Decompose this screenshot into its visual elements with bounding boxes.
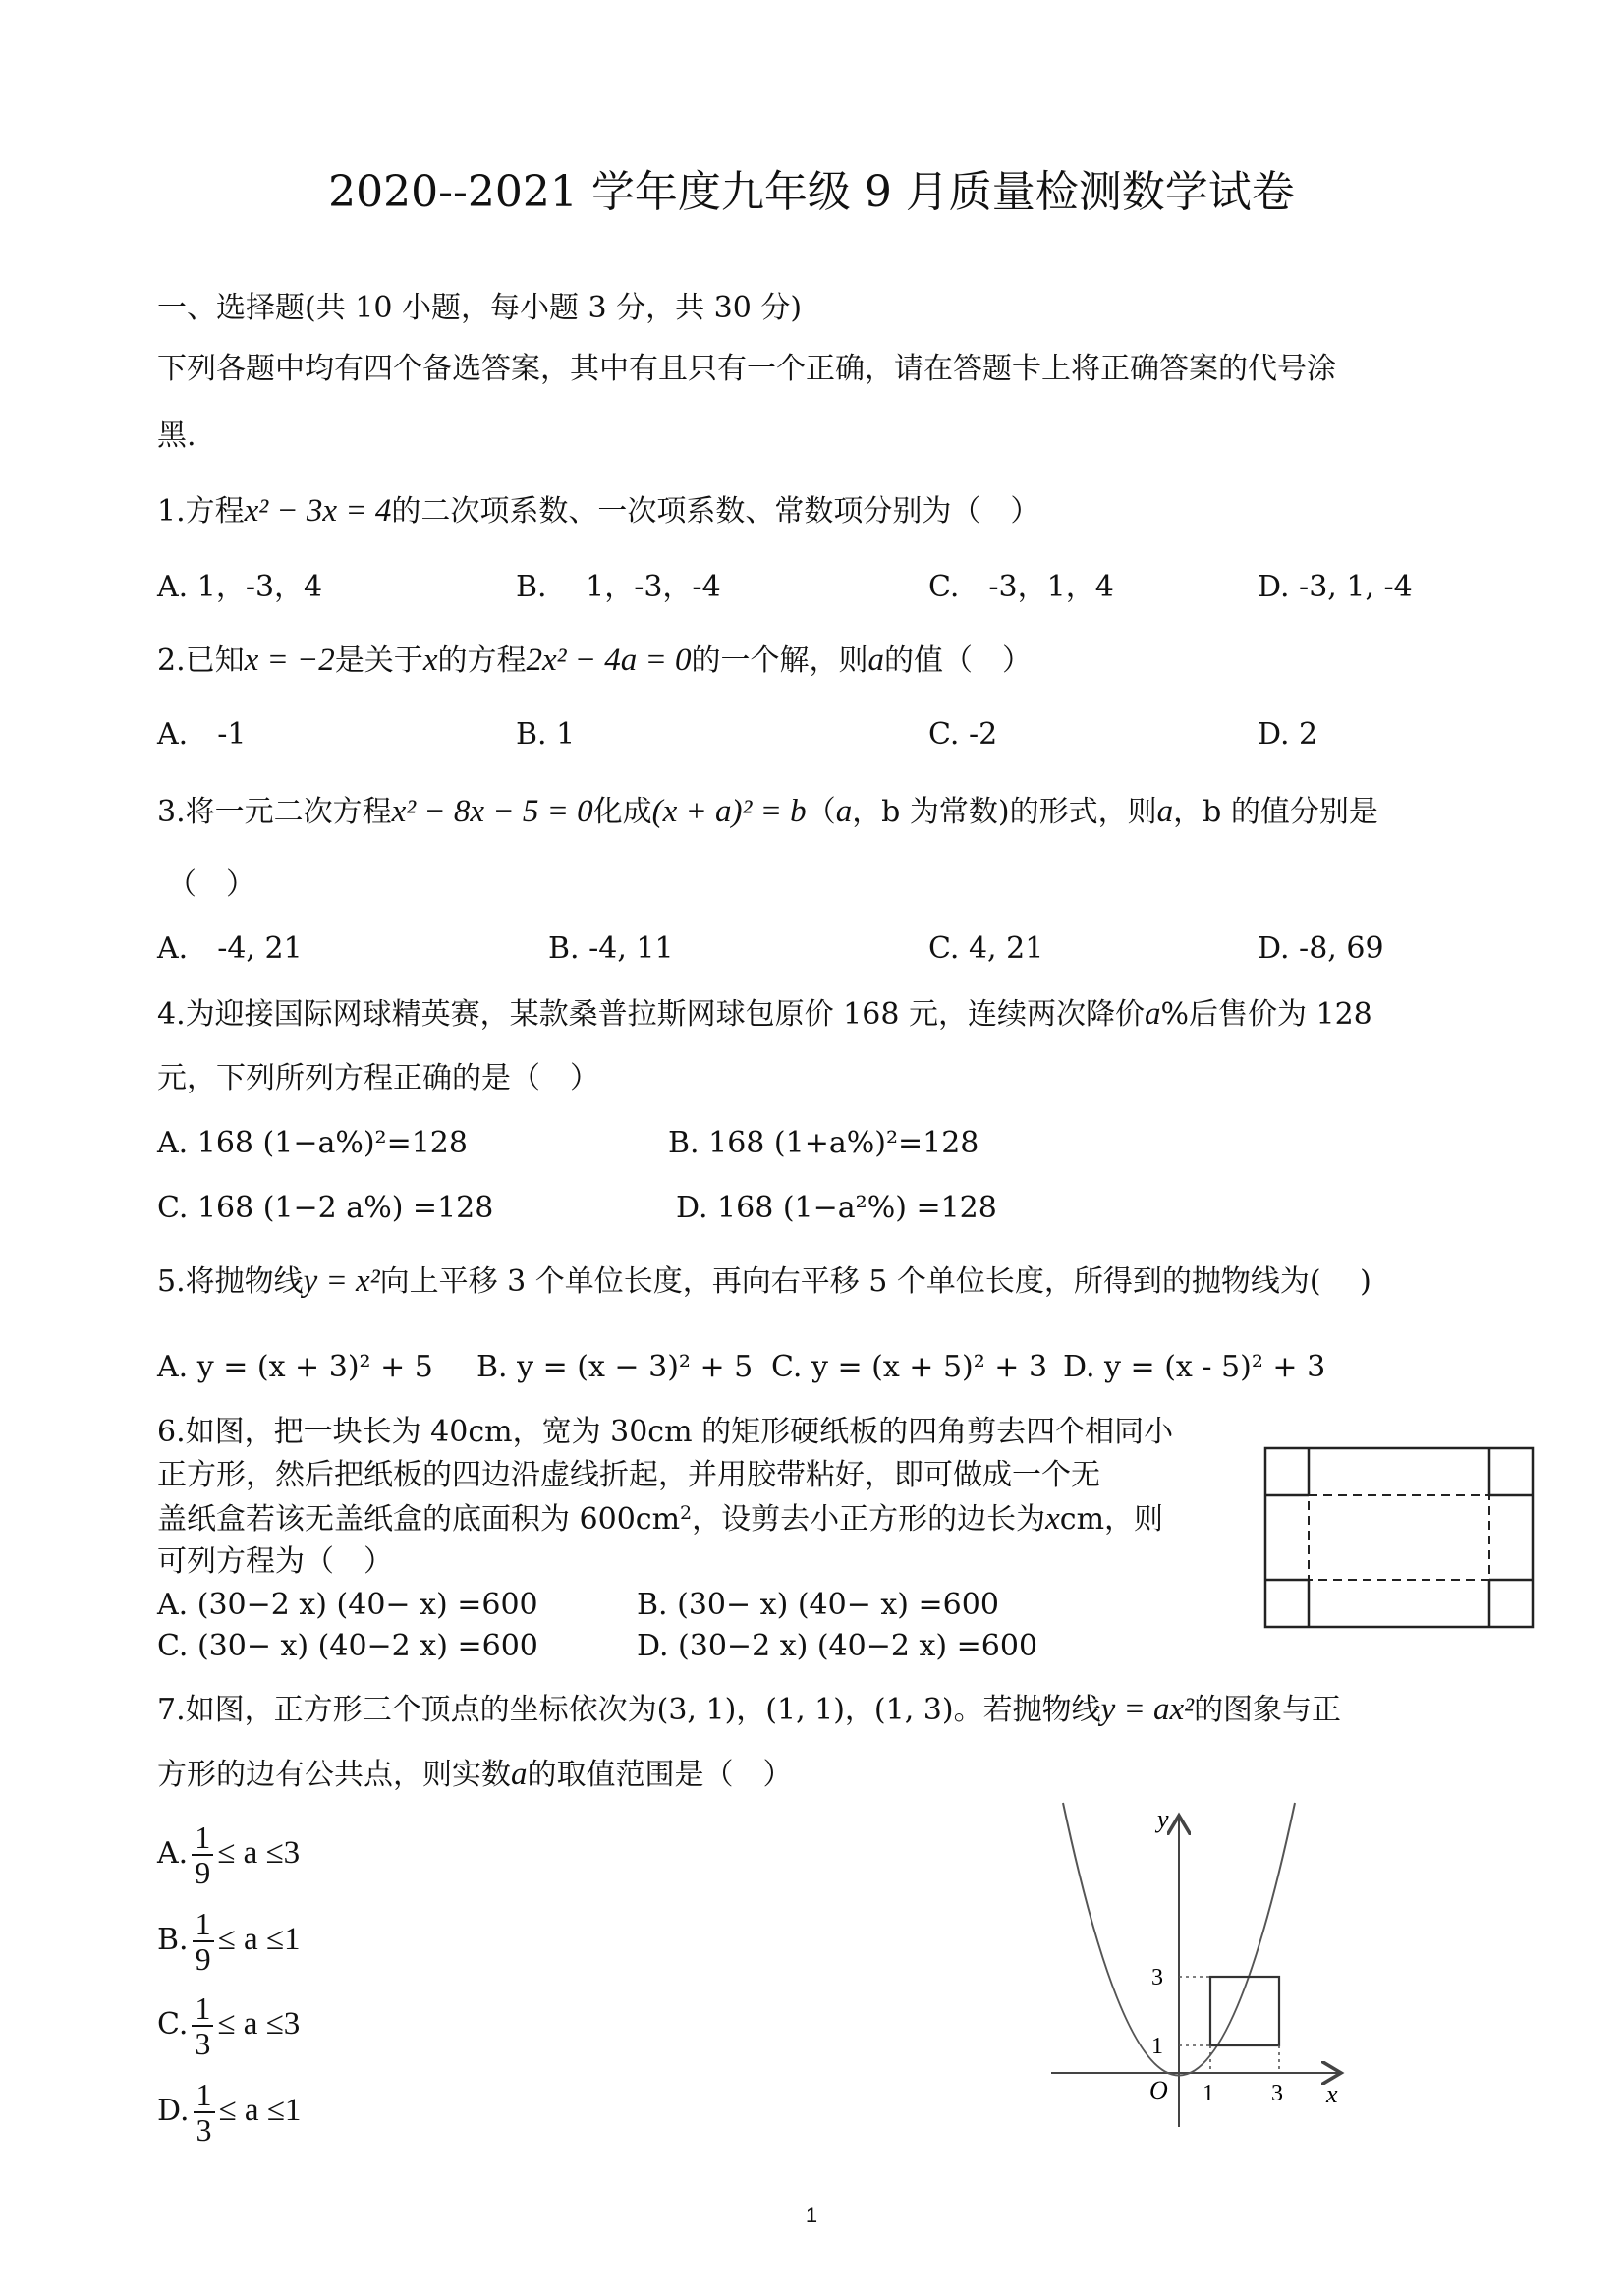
q3-option-c: C. 4, 21	[928, 931, 1044, 966]
q4-option-c: C. 168 (1−2 a%) =128	[157, 1191, 494, 1225]
q2-option-a: A. -1	[157, 717, 247, 752]
page-title: 2020--2021 学年度九年级 9 月质量检测数学试卷	[328, 167, 1295, 217]
question-4-line-1: 4.为迎接国际网球精英赛，某款桑普拉斯网球包原价 168 元，连续两次降价a%后售价为 128	[157, 996, 1372, 1032]
q1-option-c: C. -3，1，4	[928, 570, 1114, 604]
q3-option-a: A. -4, 21	[157, 931, 303, 966]
x-axis-label: x	[1326, 2080, 1338, 2108]
page-number: 1	[805, 2203, 818, 2227]
question-6-line-1: 6.如图，把一块长为 40cm，宽为 30cm 的矩形硬纸板的四角剪去四个相同小	[157, 1415, 1174, 1449]
q2-option-c: C. -2	[928, 717, 998, 752]
question-2: 2.已知x = −2是关于x的方程2x² − 4a = 0的一个解，则a的值（ ）	[157, 643, 1033, 678]
q1-option-d: D. -3, 1, -4	[1258, 570, 1413, 604]
q5-option-d: D. y = (x - 5)² + 3	[1063, 1350, 1326, 1384]
q4-option-d: D. 168 (1−a²%) =128	[676, 1191, 997, 1225]
q7-option-b: B. $\frac{1}{9}$ ≤ a ≤1	[157, 1906, 301, 1977]
question-3: 3.将一元二次方程x² − 8x − 5 = 0化成(x + a)² = b（a，b 为常数)的形式，则a，b 的值分别是	[157, 794, 1378, 829]
q1-option-a: A. 1，-3，4	[157, 570, 323, 604]
q4-option-b: B. 168 (1+a%)²=128	[668, 1126, 979, 1160]
question-4-line-2: 元，下列所列方程正确的是（ ）	[157, 1061, 599, 1095]
question-7-line-1: 7.如图，正方形三个顶点的坐标依次为(3, 1)，(1, 1)，(1, 3)。若抛物线y = ax²的图象与正	[157, 1692, 1342, 1727]
question-1: 1.方程x² − 3x = 4的二次项系数、一次项系数、常数项分别为（ ）	[157, 493, 1040, 529]
question-7-line-2: 方形的边有公共点，则实数a的取值范围是（ ）	[157, 1757, 793, 1792]
y-axis-label: y	[1157, 1805, 1169, 1833]
q7-option-d: D. $\frac{1}{3}$ ≤ a ≤1	[157, 2077, 302, 2148]
q4-option-a: A. 168 (1−a%)²=128	[157, 1126, 468, 1160]
q3-answer-blank: （ ）	[167, 868, 255, 902]
y-tick-3: 3	[1151, 1965, 1163, 1990]
instruction-line-2: 黑.	[157, 419, 196, 453]
instruction-line-1: 下列各题中均有四个备选答案，其中有且只有一个正确，请在答题卡上将正确答案的代号涂	[157, 352, 1336, 386]
q7-option-a: A. $\frac{1}{9}$ ≤ a ≤3	[157, 1820, 301, 1890]
q6-option-b: B. (30− x) (40− x) =600	[637, 1588, 999, 1622]
equation: x² − 3x = 4	[244, 493, 392, 529]
question-5: 5.将抛物线y = x²向上平移 3 个单位长度，再向右平移 5 个单位长度，所得到的抛物线为( )	[157, 1263, 1371, 1299]
q6-option-d: D. (30−2 x) (40−2 x) =600	[637, 1629, 1038, 1663]
q5-option-a: A. y = (x + 3)² + 5	[157, 1350, 433, 1384]
parabola-square-graph	[1041, 1798, 1356, 2132]
q3-option-d: D. -8, 69	[1258, 931, 1384, 966]
y-tick-1: 1	[1151, 2034, 1163, 2059]
q3-option-b: B. -4, 11	[548, 931, 674, 966]
q1-option-b: B. 1，-3，-4	[516, 570, 721, 604]
section-heading: 一、选择题(共 10 小题，每小题 3 分，共 30 分)	[157, 291, 803, 325]
question-6-line-3: 盖纸盒若该无盖纸盒的底面积为 $600cm^2$，设剪去小正方形的边长为xcm，则	[157, 1501, 1164, 1537]
q2-option-d: D. 2	[1258, 717, 1318, 752]
origin-label: O	[1149, 2076, 1168, 2104]
question-6-line-4: 可列方程为（ ）	[157, 1544, 393, 1579]
x-tick-1: 1	[1203, 2081, 1214, 2106]
q6-option-a: A. (30−2 x) (40− x) =600	[157, 1588, 538, 1622]
q6-option-c: C. (30− x) (40−2 x) =600	[157, 1629, 538, 1663]
q2-option-b: B. 1	[516, 717, 576, 752]
q7-option-c: C. $\frac{1}{3}$ ≤ a ≤3	[157, 1990, 301, 2061]
x-tick-3: 3	[1271, 2081, 1283, 2106]
question-6-line-2: 正方形，然后把纸板的四边沿虚线折起，并用胶带粘好，即可做成一个无	[157, 1458, 1100, 1492]
q5-option-b: B. y = (x − 3)² + 5	[476, 1350, 754, 1384]
q5-option-c: C. y = (x + 5)² + 3	[771, 1350, 1048, 1384]
cardboard-figure	[1258, 1440, 1542, 1637]
